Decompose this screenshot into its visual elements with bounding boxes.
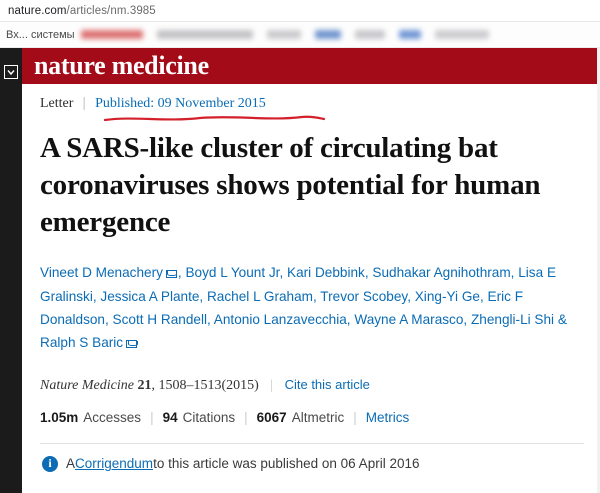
bookmark-item-blurred[interactable]	[157, 30, 253, 39]
notice-suffix: to this article was published on 06 April 2016	[153, 456, 420, 472]
journal-logo[interactable]: nature medicine	[34, 51, 209, 80]
bookmark-item-blurred[interactable]	[267, 30, 301, 39]
left-sidebar-rail	[0, 48, 22, 493]
bookmark-item-blurred[interactable]	[315, 30, 341, 39]
browser-url-bar[interactable]	[0, 0, 600, 22]
article-meta	[40, 94, 584, 116]
bookmark-item-blurred[interactable]	[435, 30, 489, 39]
url-path: /articles/nm.3985	[66, 4, 156, 17]
author-name-last[interactable]: Ralph S Baric	[40, 335, 124, 351]
article-metrics	[40, 410, 584, 425]
notice-prefix: A	[66, 456, 76, 472]
metric-divider: |	[150, 409, 154, 425]
url-text[interactable]	[8, 5, 156, 17]
envelope-icon[interactable]	[166, 270, 177, 278]
metric-divider: |	[244, 409, 248, 425]
metric-value-accesses: 1.05m	[40, 409, 79, 425]
bookmark-item-blurred[interactable]	[355, 30, 385, 39]
red-underline-annotation	[104, 114, 326, 123]
chevron-down-icon[interactable]	[0, 60, 22, 84]
bookmarks-bar[interactable]	[0, 22, 600, 48]
journal-banner	[22, 48, 600, 84]
envelope-icon[interactable]	[126, 340, 137, 348]
metric-label-citations: Citations	[182, 409, 236, 425]
metric-divider: |	[353, 409, 357, 425]
metric-value-altmetric: 6067	[256, 409, 287, 425]
volume-number: 21	[137, 377, 152, 393]
author-list-conjunction: &	[557, 312, 567, 328]
meta-divider: |	[82, 94, 87, 110]
url-domain: nature.com	[8, 4, 67, 17]
author-name-first[interactable]: Vineet D Menachery	[40, 265, 163, 281]
pages-and-year: , 1508–1513(2015)	[151, 377, 259, 393]
metric-label-altmetric: Altmetric	[291, 409, 345, 425]
cite-this-article-link[interactable]: Cite this article	[284, 376, 370, 392]
article-type: Letter	[40, 96, 74, 111]
author-names-rest[interactable]: , Boyd L Yount Jr, Kari Debbink, Sudhakar Agnihothram, Lisa E Gralinski, Jessica A Plante, Rachel L Graham, Trevor Scobey, Xing-Yi Ge, Eric F Donaldson, Scott H Randell, Antonio Lanzavecchia, Wayne A Marasco, Zhengli-Li Shi	[40, 265, 557, 328]
info-icon: i	[42, 456, 58, 472]
metric-label-accesses: Accesses	[83, 409, 142, 425]
page-title: A SARS-like cluster of circulating bat coronaviruses shows potential for human emergence	[40, 132, 541, 239]
citation-line	[40, 377, 584, 394]
journal-name[interactable]: Nature Medicine	[40, 377, 134, 393]
corrigendum-notice	[40, 443, 584, 484]
bookmark-item-blurred[interactable]	[81, 30, 143, 39]
metrics-link[interactable]: Metrics	[365, 409, 410, 425]
corrigendum-link[interactable]: Corrigendum	[75, 456, 154, 472]
metric-value-citations: 94	[162, 409, 178, 425]
citation-divider: |	[270, 377, 274, 393]
article-container	[22, 84, 600, 484]
published-date: Published: 09 November 2015	[95, 96, 266, 111]
bookmark-label[interactable]: Вх... системы	[6, 28, 75, 41]
bookmark-item-blurred[interactable]	[399, 30, 421, 39]
author-list	[40, 261, 584, 355]
